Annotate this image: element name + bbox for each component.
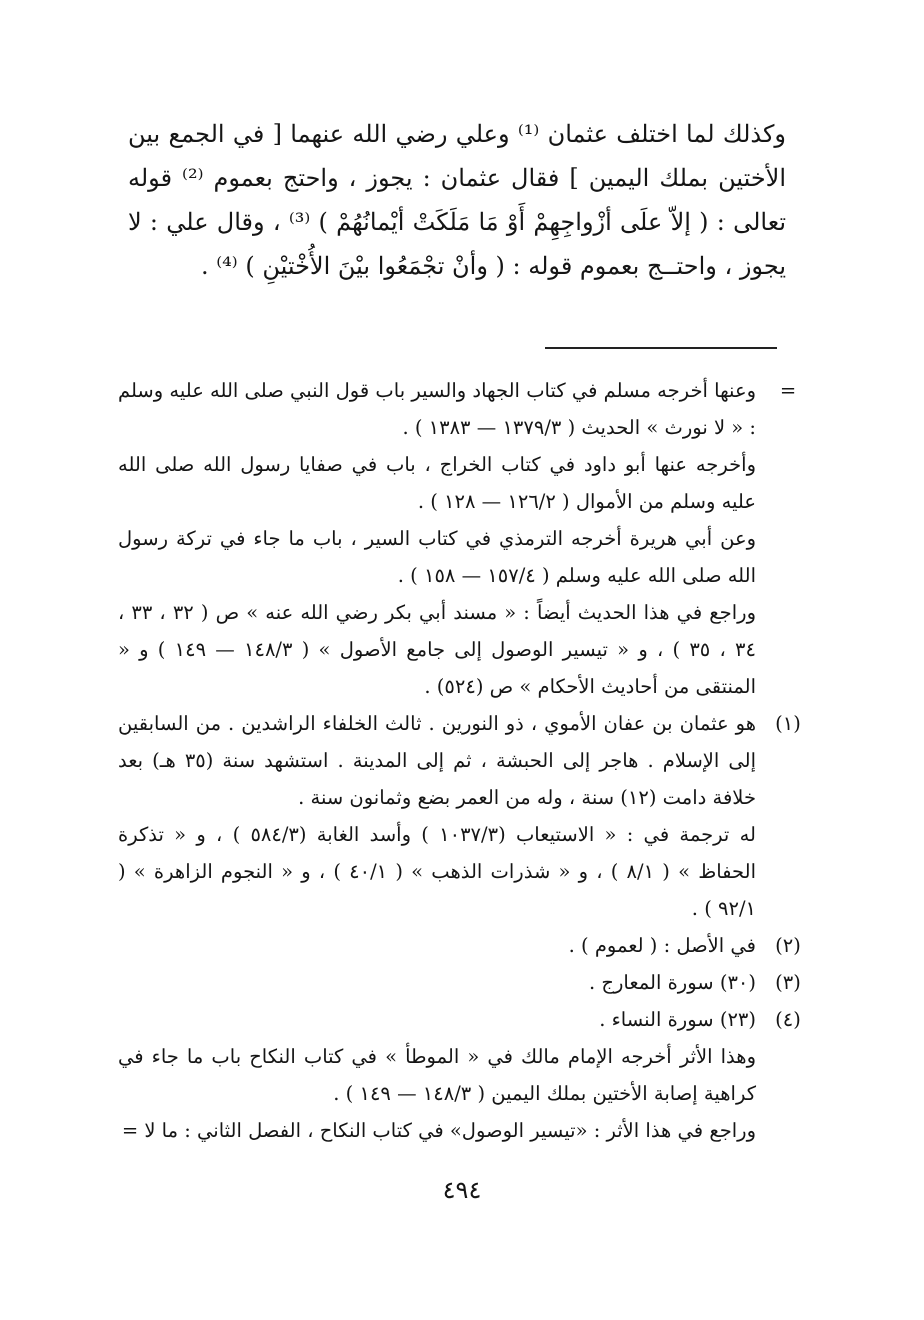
footnote-paragraph: (٢٣) سورة النساء . bbox=[599, 1008, 756, 1031]
footnote-marker: (١) bbox=[775, 712, 801, 735]
footnotes bbox=[118, 372, 814, 1149]
footnote-paragraph: وعن أبي هريرة أخرجه الترمذي في كتاب السير ، باب ما جاء في تركة رسول الله صلى الله عليه وسلم ( ١٥٧/٤ — ١٥٨ ) . bbox=[118, 527, 756, 587]
footnote-paragraph: وهذا الأثر أخرجه الإمام مالك في « الموطأ » في كتاب النكاح باب ما جاء في كراهية إصابة الأختين بملك اليمين ( ١٤٨/٣ — ١٤٩ ) . bbox=[118, 1045, 756, 1105]
main-text bbox=[128, 112, 786, 288]
footnote-paragraph: له ترجمة في : « الاستيعاب (١٠٣٧/٣ ) وأسد الغابة (٥٨٤/٣ ) ، و « تذكرة الحفاظ » ( ٨/١ ) ، و « شذرات الذهب » ( ٤٠/١ ) ، و « النجوم الزاهرة » ( ٩٢/١ ) . bbox=[118, 823, 757, 920]
footnote-paragraph: وراجع في هذا الحديث أيضاً : « مسند أبي بكر رضي الله عنه » ص ( ٣٢ ، ٣٣ ، ٣٤ ، ٣٥ ) ، و « تيسير الوصول إلى جامع الأصول » ( ١٤٨/٣ — ١٤٩ ) و « المنتقى من أحاديث الأحكام » ص (٥٢٤) . bbox=[118, 601, 756, 698]
page-number: ٤٩٤ bbox=[442, 1176, 482, 1204]
footnote-marker: = bbox=[779, 379, 797, 402]
footnote-2 bbox=[118, 927, 814, 964]
footnote-paragraph: وراجع في هذا الأثر : «تيسير الوصول» في كتاب النكاح ، الفصل الثاني : ما لا = bbox=[121, 1119, 756, 1142]
footnote-marker: (٢) bbox=[775, 934, 801, 957]
footnote-1 bbox=[118, 705, 814, 927]
footnote-paragraph: وعنها أخرجه مسلم في كتاب الجهاد والسير باب قول النبي صلى الله عليه وسلم : « لا نورث » الحديث ( ١٣٧٩/٣ — ١٣٨٣ ) . bbox=[118, 379, 756, 439]
footnote-paragraph: وأخرجه عنها أبو داود في كتاب الخراج ، باب في صفايا رسول الله صلى الله عليه وسلم من الأموال ( ١٢٦/٢ — ١٢٨ ) . bbox=[118, 453, 756, 513]
footnote-3 bbox=[118, 964, 814, 1001]
footnote-paragraph: في الأصل : ( لعموم ) . bbox=[568, 934, 756, 957]
footnote-paragraph: هو عثمان بن عفان الأموي ، ذو النورين . ثالث الخلفاء الراشدين . من السابقين إلى الإسلام . هاجر إلى الحبشة ، ثم إلى المدينة . استشهد سنة (٣٥ هـ) بعد خلافة دامت (١٢) سنة ، وله من العمر بضع وثمانون سنة . bbox=[118, 712, 757, 809]
footnote-separator-rule bbox=[545, 347, 777, 349]
main-paragraph: وكذلك لما اختلف عثمان ⁽¹⁾ وعلي رضي الله عنهما [ في الجمع بين الأختين بملك اليمين ] فقال عثمان : يجوز ، واحتج بعموم ⁽²⁾ قوله تعالى : ( إلاّ علَى أزْواجِهِمْ أَوْ مَا مَلَكَتْ أيْمانُهُمْ ) ⁽³⁾ ، وقال علي : لا يجوز ، واحتــج بعموم قوله : ( وأنْ تجْمَعُوا بيْنَ الأُخْتيْنِ ) ⁽⁴⁾ . bbox=[128, 120, 787, 280]
footnote-marker: (٣) bbox=[775, 971, 801, 994]
footnote-marker: (٤) bbox=[775, 1008, 801, 1031]
footnote-4 bbox=[118, 1001, 814, 1149]
footnote-continuation bbox=[118, 372, 814, 705]
footnote-paragraph: (٣٠) سورة المعارج . bbox=[589, 971, 756, 994]
